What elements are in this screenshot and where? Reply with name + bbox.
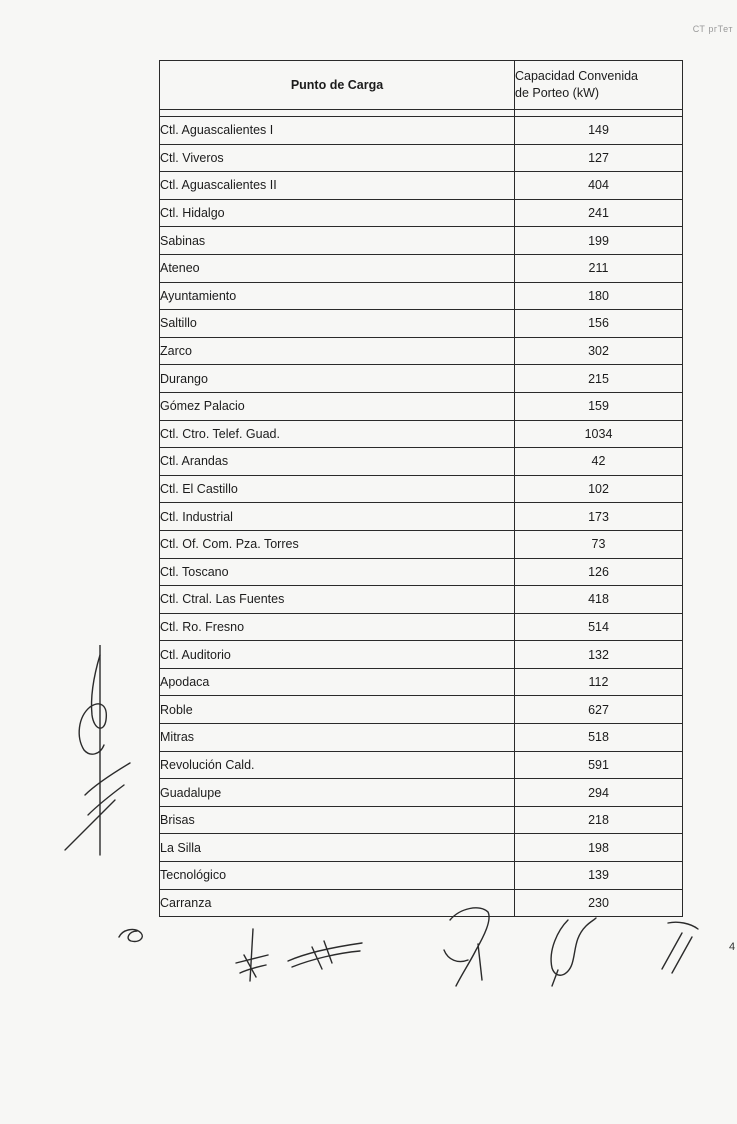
capacidad-cell: 127	[515, 144, 683, 172]
header-spacer	[160, 110, 683, 117]
punto-de-carga-cell: Ctl. El Castillo	[160, 475, 515, 503]
header-capacidad	[515, 61, 683, 110]
header-capacidad-line1: Capacidad Convenida	[515, 69, 639, 83]
capacidad-cell: 404	[515, 172, 683, 200]
punto-de-carga-cell: Gómez Palacio	[160, 392, 515, 420]
capacidad-cell: 112	[515, 668, 683, 696]
table-row	[160, 448, 683, 476]
punto-de-carga-cell: Apodaca	[160, 668, 515, 696]
punto-de-carga-cell: Zarco	[160, 337, 515, 365]
punto-de-carga-cell: Roble	[160, 696, 515, 724]
header-punto-de-carga: Punto de Carga	[160, 61, 515, 110]
punto-de-carga-cell: Carranza	[160, 889, 515, 917]
punto-de-carga-cell: Ctl. Arandas	[160, 448, 515, 476]
capacidad-cell: 173	[515, 503, 683, 531]
punto-de-carga-cell: Tecnológico	[160, 862, 515, 890]
table-row	[160, 392, 683, 420]
table-row	[160, 282, 683, 310]
capacidad-cell: 159	[515, 392, 683, 420]
punto-de-carga-cell: Ctl. Viveros	[160, 144, 515, 172]
signature-bottom-5	[538, 910, 598, 990]
capacidad-cell: 139	[515, 862, 683, 890]
corner-mark: СТ ргТет	[692, 24, 733, 34]
punto-de-carga-cell: Mitras	[160, 724, 515, 752]
punto-de-carga-cell: Sabinas	[160, 227, 515, 255]
table-row	[160, 641, 683, 669]
punto-de-carga-cell: Ctl. Hidalgo	[160, 199, 515, 227]
punto-de-carga-cell: Guadalupe	[160, 779, 515, 807]
capacidad-cell: 126	[515, 558, 683, 586]
capacidad-cell: 198	[515, 834, 683, 862]
punto-de-carga-cell: Ctl. Auditorio	[160, 641, 515, 669]
table-row	[160, 558, 683, 586]
table-row	[160, 862, 683, 890]
table-body	[160, 117, 683, 917]
punto-de-carga-cell: Ateneo	[160, 254, 515, 282]
table-row	[160, 475, 683, 503]
punto-de-carga-cell: Saltillo	[160, 310, 515, 338]
signature-bottom-1	[115, 925, 151, 947]
table-row	[160, 254, 683, 282]
punto-de-carga-cell: Ctl. Ctral. Las Fuentes	[160, 586, 515, 614]
capacidad-cell: 241	[515, 199, 683, 227]
capacidad-cell: 294	[515, 779, 683, 807]
table-row	[160, 668, 683, 696]
capacidad-cell: 230	[515, 889, 683, 917]
punto-de-carga-cell: Ctl. Ctro. Telef. Guad.	[160, 420, 515, 448]
capacidad-cell: 1034	[515, 420, 683, 448]
page-number: 4	[729, 941, 736, 953]
table-row	[160, 144, 683, 172]
capacidad-cell: 215	[515, 365, 683, 393]
capacity-table	[159, 60, 683, 917]
table-row	[160, 751, 683, 779]
signature-bottom-2	[228, 925, 278, 985]
capacidad-cell: 211	[515, 254, 683, 282]
table-row	[160, 530, 683, 558]
table-row	[160, 834, 683, 862]
table-row	[160, 779, 683, 807]
capacidad-cell: 180	[515, 282, 683, 310]
punto-de-carga-cell: Ctl. Aguascalientes I	[160, 117, 515, 145]
table-row	[160, 117, 683, 145]
signature-left-margin	[60, 645, 140, 860]
capacidad-cell: 199	[515, 227, 683, 255]
capacidad-cell: 42	[515, 448, 683, 476]
table-row	[160, 889, 683, 917]
punto-de-carga-cell: Ayuntamiento	[160, 282, 515, 310]
punto-de-carga-cell: La Silla	[160, 834, 515, 862]
table-row	[160, 310, 683, 338]
capacidad-cell: 156	[515, 310, 683, 338]
punto-de-carga-cell: Ctl. Of. Com. Pza. Torres	[160, 530, 515, 558]
table-row	[160, 420, 683, 448]
signature-bottom-6	[648, 915, 708, 975]
capacidad-cell: 518	[515, 724, 683, 752]
punto-de-carga-cell: Ctl. Industrial	[160, 503, 515, 531]
table-row	[160, 337, 683, 365]
table-row	[160, 172, 683, 200]
capacidad-cell: 302	[515, 337, 683, 365]
capacidad-cell: 102	[515, 475, 683, 503]
punto-de-carga-cell: Brisas	[160, 806, 515, 834]
punto-de-carga-cell: Ctl. Ro. Fresno	[160, 613, 515, 641]
capacidad-cell: 418	[515, 586, 683, 614]
table-row	[160, 806, 683, 834]
table-row	[160, 503, 683, 531]
capacidad-cell: 218	[515, 806, 683, 834]
table-row	[160, 365, 683, 393]
table-row	[160, 613, 683, 641]
capacidad-cell: 591	[515, 751, 683, 779]
signature-bottom-4	[440, 900, 500, 990]
capacidad-cell: 149	[515, 117, 683, 145]
capacidad-cell: 514	[515, 613, 683, 641]
punto-de-carga-cell: Ctl. Aguascalientes II	[160, 172, 515, 200]
capacidad-cell: 132	[515, 641, 683, 669]
table-row	[160, 227, 683, 255]
punto-de-carga-cell: Revolución Cald.	[160, 751, 515, 779]
punto-de-carga-cell: Ctl. Toscano	[160, 558, 515, 586]
punto-de-carga-cell: Durango	[160, 365, 515, 393]
table-row	[160, 586, 683, 614]
header-capacidad-line2: de Porteo (kW)	[515, 86, 600, 100]
table-row	[160, 199, 683, 227]
capacidad-cell: 627	[515, 696, 683, 724]
capacidad-cell: 73	[515, 530, 683, 558]
table-row	[160, 724, 683, 752]
signature-bottom-3	[282, 935, 372, 975]
table-header-row	[160, 61, 683, 110]
table-row	[160, 696, 683, 724]
